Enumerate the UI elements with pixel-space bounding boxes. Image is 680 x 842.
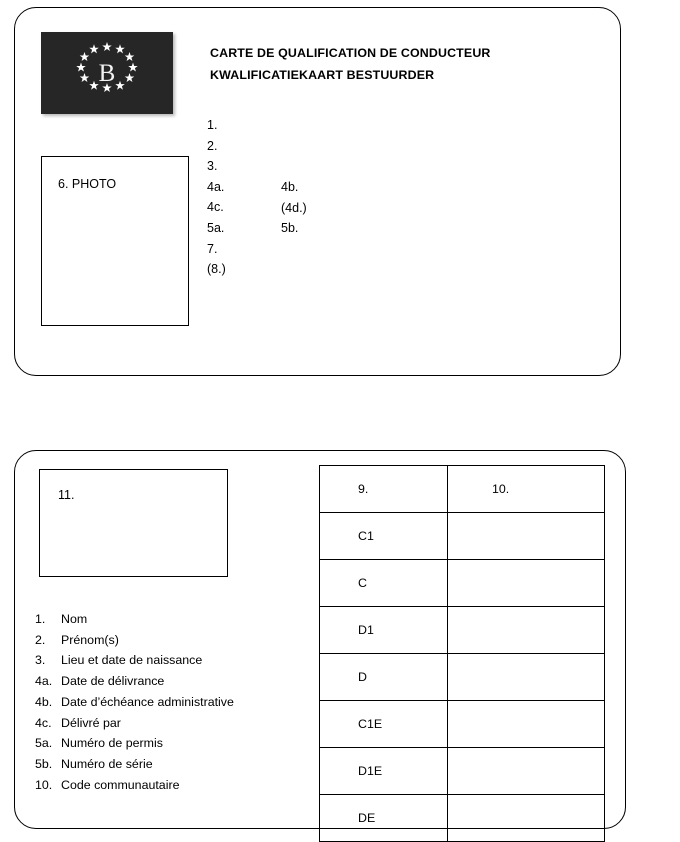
code-cell [448, 701, 605, 748]
legend-key: 3. [35, 653, 46, 668]
table-header-cell-category: 9. [320, 466, 448, 513]
legend-key: 10. [35, 777, 53, 792]
table-row [320, 513, 605, 560]
eu-flag-icon [41, 32, 173, 114]
photo-box [41, 156, 189, 326]
table-row [320, 654, 605, 701]
legend-item [35, 630, 320, 651]
legend-key: 4c. [35, 715, 52, 730]
field-number: 5b. [281, 221, 299, 236]
card-front [14, 7, 621, 376]
legend-item [35, 692, 320, 713]
code-cell [448, 607, 605, 654]
legend-item [35, 609, 320, 630]
field-number: (4d.) [281, 200, 307, 215]
card-title-fr: CARTE DE QUALIFICATION DE CONDUCTEUR [210, 46, 491, 60]
legend-text: Délivré par [61, 715, 121, 730]
legend-item [35, 733, 320, 754]
code-cell [448, 560, 605, 607]
category-cell: C [320, 560, 448, 607]
legend-list [35, 609, 320, 795]
table-header-cell-code: 10. [448, 466, 605, 513]
category-cell: DE [320, 795, 448, 842]
legend-text: Numéro de série [61, 756, 153, 771]
field-number: 4c. [207, 200, 224, 215]
legend-item [35, 713, 320, 734]
field-number: 2. [207, 138, 218, 153]
front-field-column-left [207, 115, 226, 280]
field-number: 7. [207, 241, 218, 256]
table-row [320, 795, 605, 842]
field-number: 1. [207, 118, 218, 132]
signature-box-label: 11. [58, 488, 75, 502]
table-row [320, 748, 605, 795]
category-cell: D1E [320, 748, 448, 795]
card-title-nl: KWALIFICATIEKAART BESTUURDER [210, 68, 435, 82]
field-number: 4b. [281, 180, 299, 194]
legend-item [35, 650, 320, 671]
legend-item [35, 775, 320, 796]
country-code-letter: B [98, 59, 116, 87]
legend-text: Date d’échéance administrative [61, 694, 234, 709]
legend-text: Date de délivrance [61, 674, 165, 689]
legend-key: 4b. [35, 694, 53, 709]
legend-text: Nom [61, 612, 88, 626]
legend-key: 5b. [35, 756, 53, 771]
table-row [320, 607, 605, 654]
code-cell [448, 654, 605, 701]
category-cell: C1 [320, 513, 448, 560]
signature-box [39, 469, 228, 577]
code-cell [448, 748, 605, 795]
field-number: 3. [207, 159, 218, 174]
category-cell: C1E [320, 701, 448, 748]
legend-text: Numéro de permis [61, 736, 163, 751]
table-row [320, 560, 605, 607]
category-cell: D [320, 654, 448, 701]
field-number: 4a. [207, 179, 225, 194]
table-row [320, 701, 605, 748]
legend-text: Code communautaire [61, 777, 180, 792]
code-cell [448, 513, 605, 560]
front-field-column-right [281, 177, 307, 239]
field-number: (8.) [207, 262, 226, 277]
legend-text: Prénom(s) [61, 632, 119, 647]
field-number: 5a. [207, 220, 225, 235]
legend-key: 1. [35, 612, 46, 626]
category-cell: D1 [320, 607, 448, 654]
categories-table [319, 465, 605, 842]
legend-key: 4a. [35, 674, 53, 689]
photo-box-label: 6. PHOTO [58, 177, 117, 191]
code-cell [448, 795, 605, 842]
table-header-row [320, 466, 605, 513]
legend-text: Lieu et date de naissance [61, 653, 203, 668]
legend-key: 5a. [35, 736, 53, 751]
legend-key: 2. [35, 632, 46, 647]
card-back [14, 450, 626, 829]
card-title-block [210, 42, 610, 86]
legend-item [35, 671, 320, 692]
legend-item [35, 754, 320, 775]
